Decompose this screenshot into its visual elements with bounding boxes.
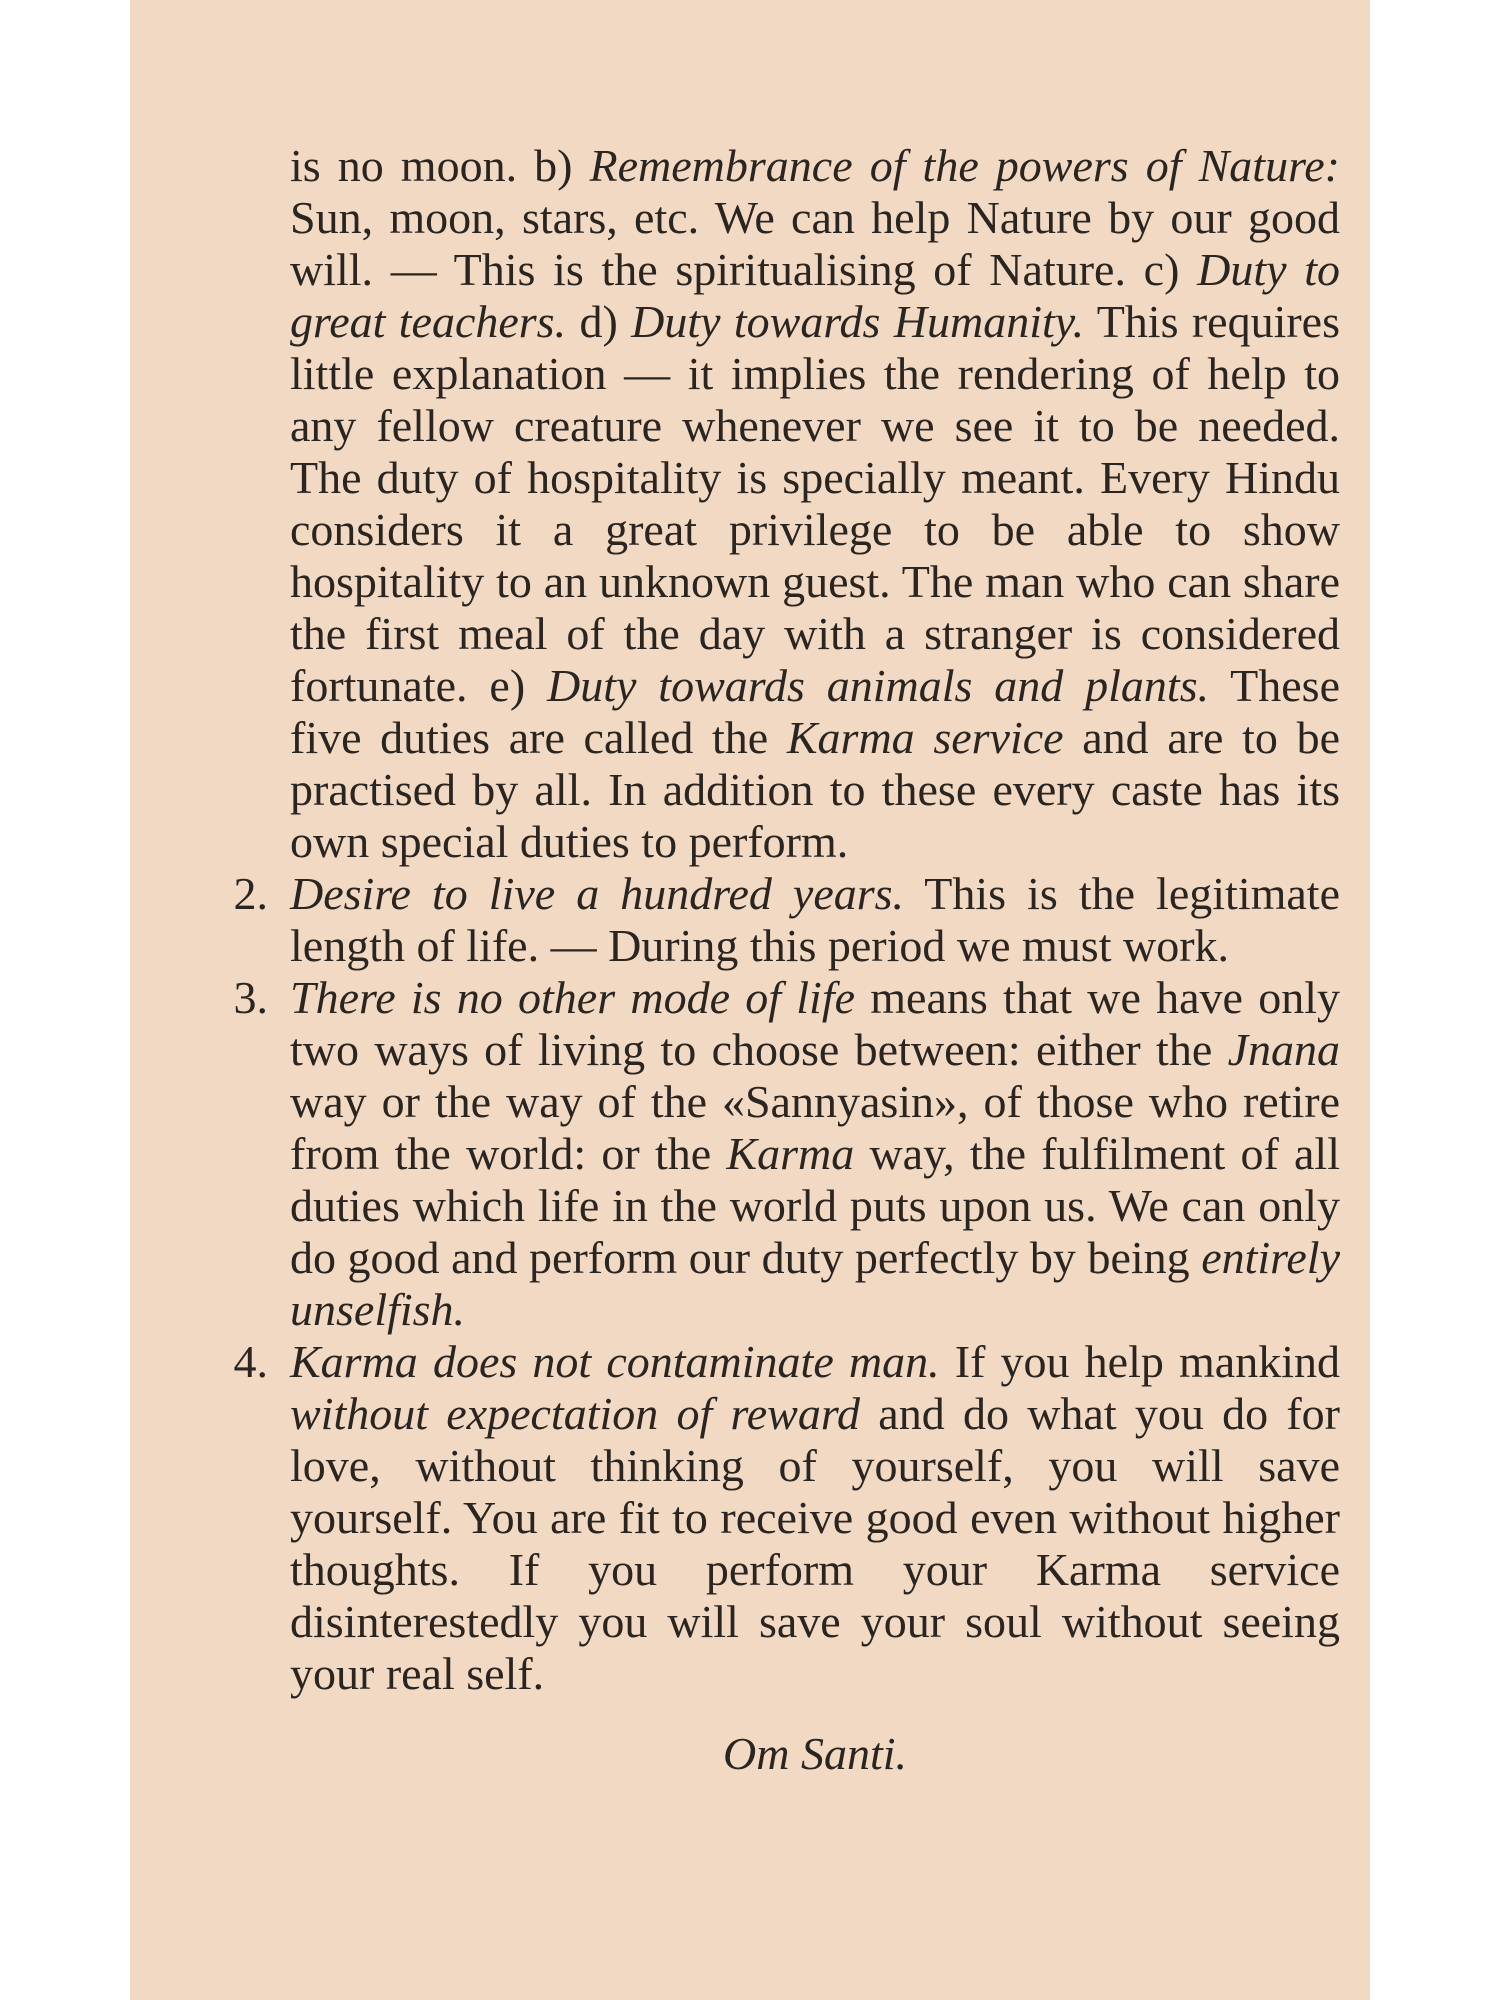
- emphasis-run: Karma does not contaminate man.: [290, 1336, 940, 1387]
- text-run: way or the way of the «Sannyasin», of those who retire from the world: or the: [290, 1076, 1340, 1179]
- text-run: Sun, moon, stars, etc. We can help Nature by our good will. — This is the spiritualising of Nature. c): [290, 192, 1340, 295]
- text-run: This is the legitimate length of life. — During this period we must work.: [290, 868, 1340, 971]
- text-run: is no moon. b): [290, 140, 590, 191]
- text-run: way, the fulfilment of all duties which life in the world puts upon us. We can only do good and perform our duty perfectly by being: [290, 1128, 1340, 1283]
- emphasis-run: Duty to great teachers.: [290, 244, 1340, 347]
- list-item-2: [208, 868, 1340, 972]
- emphasis-run: Karma service: [786, 712, 1064, 763]
- emphasis-run: Duty towards animals and plants.: [547, 660, 1210, 711]
- emphasis-run: entirely unselfish.: [290, 1232, 1340, 1335]
- emphasis-run: without expectation of reward: [290, 1388, 861, 1439]
- closing-line: Om Santi.: [723, 1728, 907, 1779]
- text-run: If you help mankind: [939, 1336, 1341, 1387]
- text-run: and do what you do for love, without thinking of yourself, you will save yourself. You are fit to receive good even without higher thoughts. If you perform your Karma service disinterestedly you will save your soul without seeing your real self.: [290, 1388, 1340, 1699]
- emphasis-run: There is no other mode of life: [290, 972, 856, 1023]
- emphasis-run: Desire to live a hundred years.: [290, 868, 905, 919]
- document-page: [130, 0, 1370, 2000]
- text-run: and are to be practised by all. In addition to these every caste has its own special duties to perform.: [290, 712, 1340, 867]
- list-item-4: [208, 1336, 1340, 1700]
- continuation-paragraph: [208, 140, 1340, 868]
- emphasis-run: Remembrance of the powers of Nature:: [589, 140, 1340, 191]
- body-text: [208, 140, 1340, 1780]
- item-number: 3.: [233, 972, 268, 1023]
- text-run: d): [566, 296, 632, 347]
- text-run: These five duties are called the: [290, 660, 1340, 763]
- item-number: 4.: [233, 1336, 268, 1387]
- text-run: This requires little explanation — it implies the rendering of help to any fellow creature whenever we see it to be needed. The duty of hospitality is specially meant. Every Hindu considers it a great privilege to be able to show hospitality to an unknown guest. The man who can share the first meal of the day with a stranger is considered fortunate. e): [290, 296, 1340, 711]
- emphasis-run: Duty towards Humanity.: [631, 296, 1085, 347]
- list-item-3: [208, 972, 1340, 1336]
- item-number: 2.: [233, 868, 268, 919]
- emphasis-run: Karma: [726, 1128, 855, 1179]
- text-run: means that we have only two ways of living to choose between: either the: [290, 972, 1340, 1075]
- emphasis-run: Jnana: [1227, 1024, 1340, 1075]
